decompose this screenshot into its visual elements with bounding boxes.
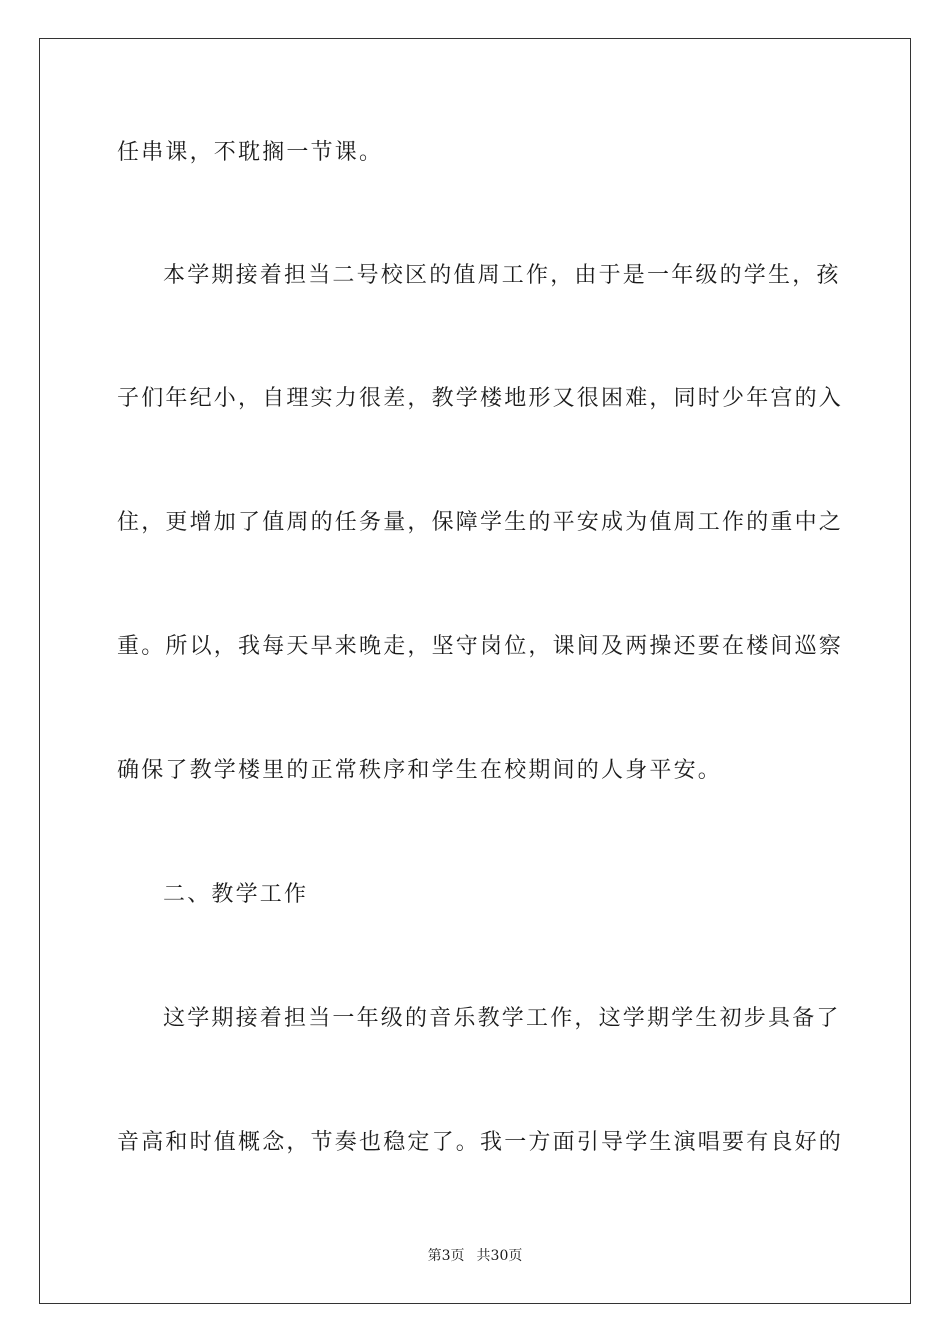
text-line-3: 子们年纪小，自理实力很差，教学楼地形又很困难，同时少年宫的入 xyxy=(117,386,844,411)
section-heading: 二、教学工作 xyxy=(163,882,309,907)
text-line-8: 这学期接着担当一年级的音乐教学工作，这学期学生初步具备了 xyxy=(163,1006,841,1031)
page-footer xyxy=(0,1246,950,1266)
page-border xyxy=(39,38,911,1304)
text-line-1: 任串课，不耽搁一节课。 xyxy=(117,140,384,165)
text-line-4: 住，更增加了值周的任务量，保障学生的平安成为值周工作的重中之 xyxy=(117,510,844,535)
text-line-9: 音高和时值概念，节奏也稳定了。我一方面引导学生演唱要有良好的 xyxy=(117,1130,844,1155)
text-line-5: 重。所以，我每天早来晚走，坚守岗位，课间及两操还要在楼间巡察 xyxy=(117,634,844,659)
total-pages: 共30页 xyxy=(476,1248,523,1264)
text-line-6: 确保了教学楼里的正常秩序和学生在校期间的人身平安。 xyxy=(117,758,723,783)
page-number: 第3页 xyxy=(427,1248,465,1264)
text-line-2: 本学期接着担当二号校区的值周工作，由于是一年级的学生，孩 xyxy=(163,263,841,288)
